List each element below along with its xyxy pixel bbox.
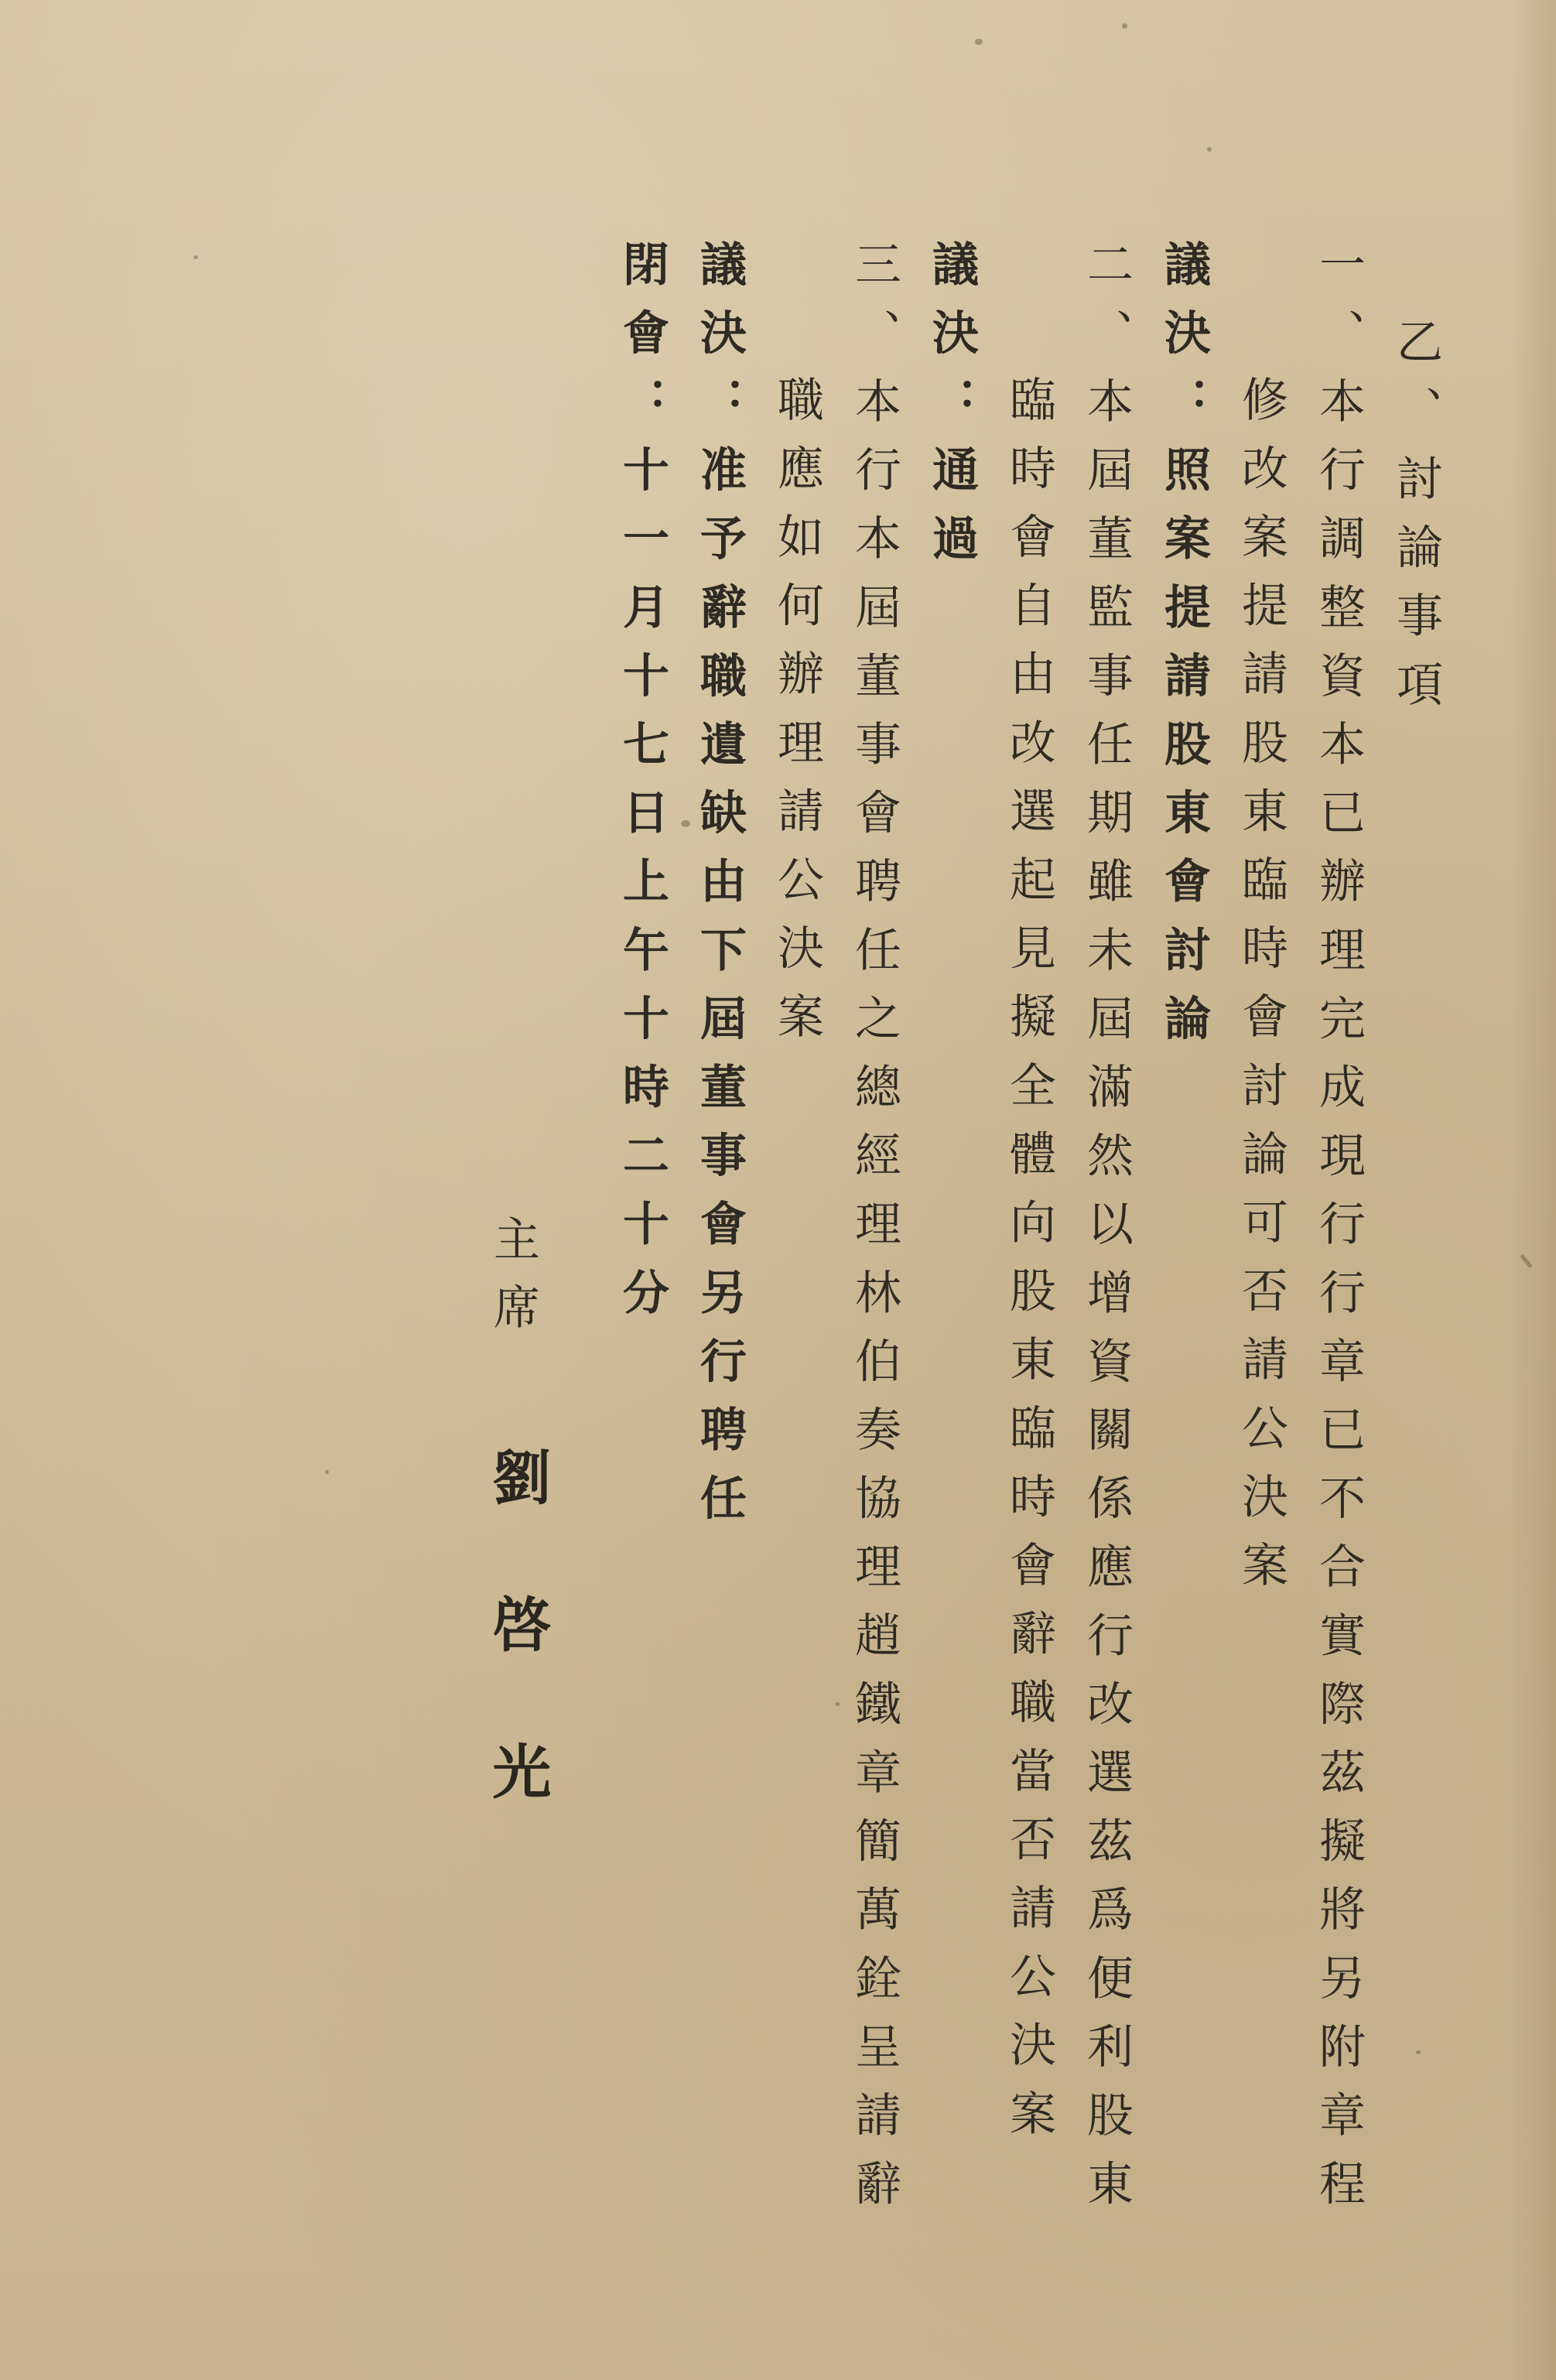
item-2-continuation: 臨時會自由改選起見擬全體向股東臨時會辭職當否請公決案 [1002, 375, 1056, 2158]
item-1-continuation: 修改案提請股東臨時會討論可否請公決案 [1234, 375, 1288, 1609]
resolution-3: 議決：准予辭職遺缺由下屆董事會另行聘任 [693, 240, 747, 1543]
item-3-continuation: 職應如何辦理請公決案 [770, 375, 824, 1061]
paper-speck [325, 1470, 329, 1474]
chairman-block [480, 1215, 557, 2004]
item-3-text: 三、本行本屆董事會聘任之總經理林伯奏協理趙鐵章簡萬銓呈請辭 [847, 240, 901, 2228]
item-2-text: 二、本屆董監事任期雖未屆滿然以增資關係應行改選茲爲便利股東 [1079, 240, 1134, 2228]
paper-speck [975, 39, 983, 45]
paper-speck [193, 255, 198, 259]
paper-speck [836, 1702, 840, 1706]
resolution-2: 議決：通過 [925, 240, 979, 583]
paper-speck [1207, 147, 1212, 152]
section-heading: 乙、討論事項 [1389, 317, 1443, 729]
item-1-text: 一、本行調整資本已辦理完成現行行章已不合實際茲擬將另附章程 [1311, 240, 1366, 2228]
adjournment: 閉會：十一月十七日上午十時二十分 [615, 240, 669, 1337]
chairman-name: 劉啓光 [483, 1447, 552, 1888]
paper-speck [681, 820, 690, 827]
chairman-title: 主席 [486, 1215, 540, 1351]
paper-speck [1122, 23, 1127, 29]
resolution-1: 議決：照案提請股東會討論 [1157, 240, 1211, 1063]
paper-speck [1520, 1254, 1533, 1269]
paper-speck [1416, 2050, 1421, 2054]
